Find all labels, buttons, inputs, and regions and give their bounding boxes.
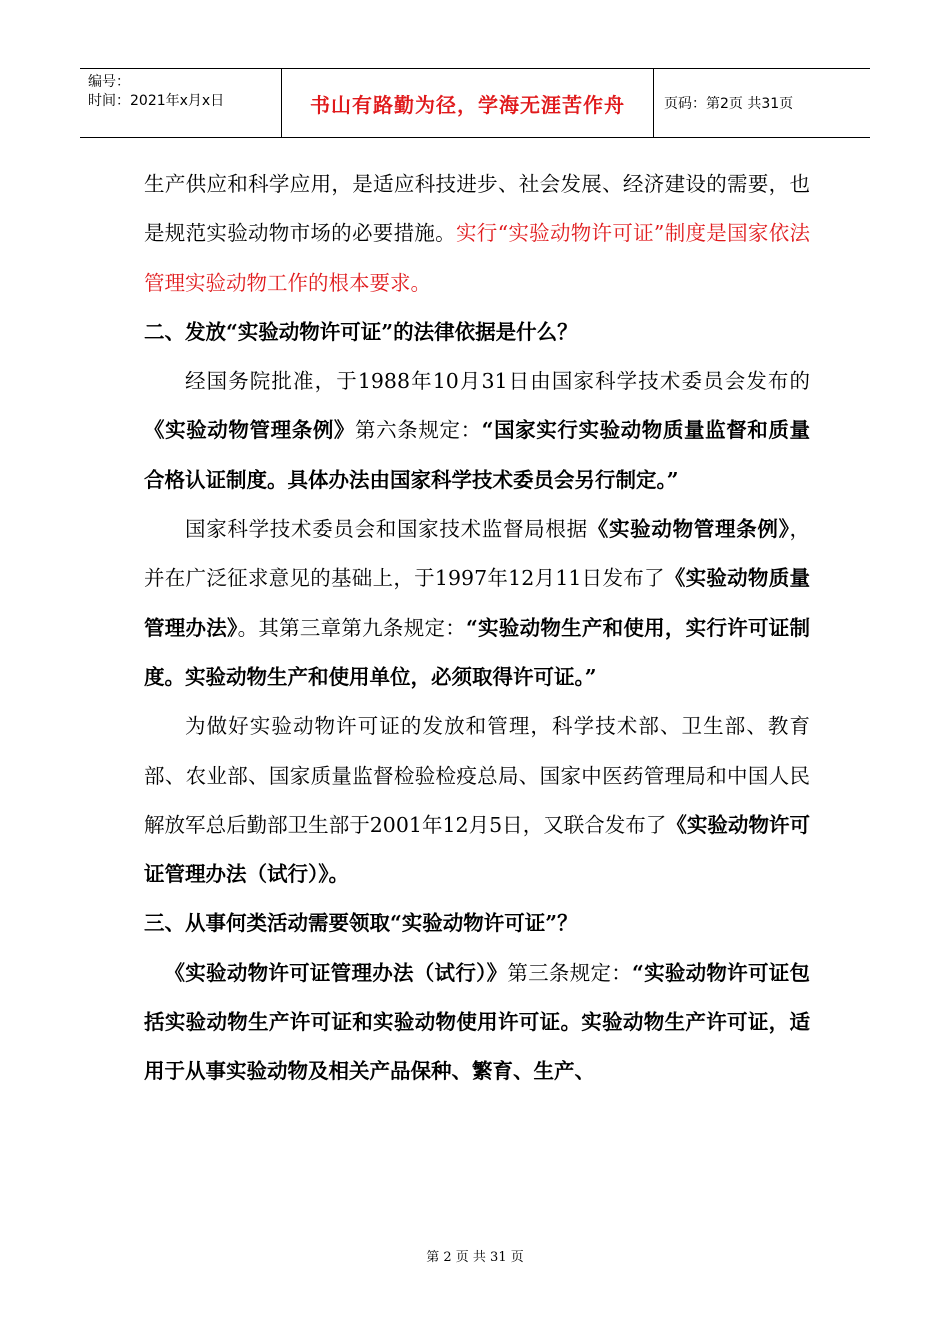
page-header <box>80 68 870 138</box>
section-heading-3: 三、从事何类活动需要领取“实验动物许可证”？ <box>144 911 578 936</box>
header-motto: 书山有路勤为径，学海无涯苦作舟 <box>282 69 654 137</box>
time-label: 时间：2021年x月x日 <box>88 93 225 109</box>
section-heading-2: 二、发放“实验动物许可证”的法律依据是什么？ <box>144 319 578 344</box>
paragraph-4: 为做好实验动物许可证的发放和管理，科学技术部、卫生部、教育部、农业部、国家质量监督检验检疫总局、国家中医药管理局和中国人民解放军总后勤部卫生部于2001年12月5日，又联合发布了《实验动物许可证管理办法（试行）》。 <box>144 714 810 887</box>
header-meta <box>80 69 282 137</box>
book-title: 《实验动物许可证管理办法（试行）》 <box>164 960 508 985</box>
red-highlight: 实行“实验动物许可证”制度是国家依法管理实验动物工作的根本要求。 <box>144 221 810 295</box>
book-title: 《实验动物许可证管理办法（试行）》 <box>144 812 810 887</box>
paragraph-1: 生产供应和科学应用，是适应科技进步、社会发展、经济建设的需要，也是规范实验动物市场的必要措施。实行“实验动物许可证”制度是国家依法管理实验动物工作的根本要求。 <box>144 172 810 295</box>
book-title: 《实验动物管理条例》 <box>587 517 790 542</box>
quote: “实验动物许可证包括实验动物生产许可证和实验动物使用许可证。实验动物生产许可证，适用于从事实验动物及相关产品保种、繁育、生产、 <box>144 960 811 1084</box>
paragraph-2: 经国务院批准，于1988年10月31日由国家科学技术委员会发布的《实验动物管理条例》第六条规定：“国家实行实验动物质量监督和质量合格认证制度。具体办法由国家科学技术委员会另行制定。” <box>144 369 811 492</box>
book-title: 《实验动物质量管理办法》 <box>144 566 810 640</box>
paragraph-5: 《实验动物许可证管理办法（试行）》第三条规定：“实验动物许可证包括实验动物生产许可证和实验动物使用许可证。实验动物生产许可证，适用于从事实验动物及相关产品保种、繁育、生产、 <box>144 960 811 1084</box>
book-title: 《实验动物管理条例》 <box>144 418 356 443</box>
quote: “国家实行实验动物质量监督和质量合格认证制度。具体办法由国家科学技术委员会另行制定。” <box>144 418 811 492</box>
header-page-info: 页码：第2页 共31页 <box>664 96 794 112</box>
page-footer: 第 2 页 共 31 页 <box>426 1250 524 1265</box>
quote: “实验动物生产和使用，实行许可证制度。实验动物生产和使用单位，必须取得许可证。” <box>144 615 811 689</box>
paragraph-3: 国家科学技术委员会和国家技术监督局根据《实验动物管理条例》，并在广泛征求意见的基础上，于1997年12月11日发布了《实验动物质量管理办法》。其第三章第九条规定：“实验动物生产和使用，实行许可证制度。实验动物生产和使用单位，必须取得许可证。” <box>144 517 811 689</box>
document-body <box>144 160 810 1097</box>
serial-label: 编号： <box>88 74 130 90</box>
